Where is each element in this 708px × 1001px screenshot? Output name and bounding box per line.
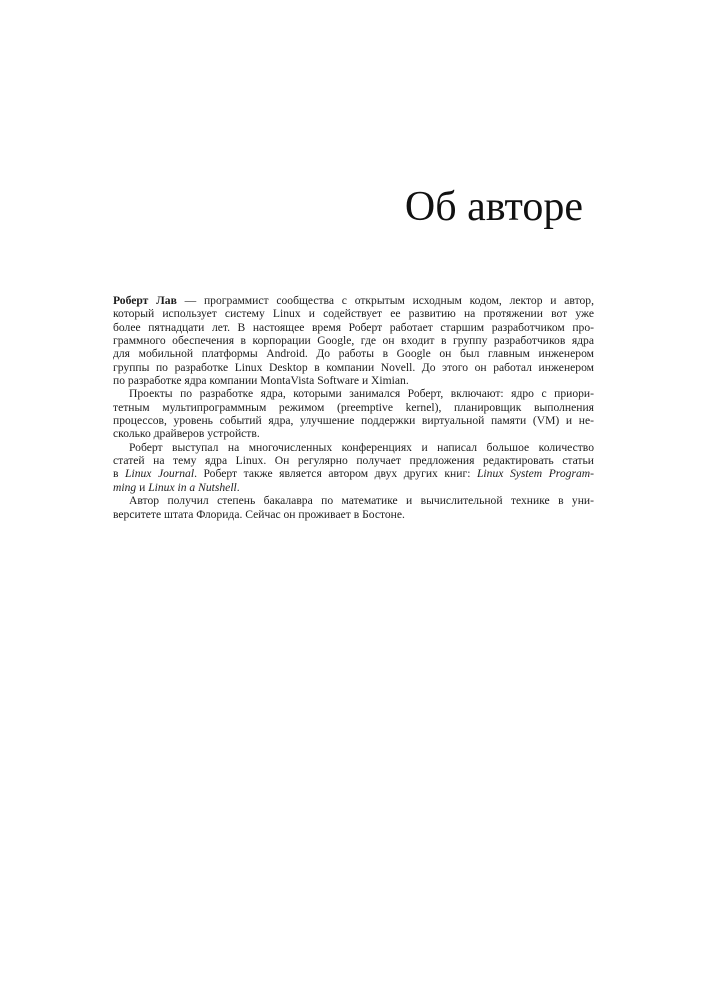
text-line [113,494,594,507]
text-run: Автор получил степень бакалавра по математике и вычислительной технике в уни- [129,494,594,508]
text-run: Проекты по разработке ядра, которыми занимался Роберт, включают: ядро с приори- [129,387,594,401]
text-line [113,401,594,414]
text-line [113,387,594,400]
text-line [113,294,594,307]
book-title: Linux System Program- [476,467,594,481]
text-line [113,414,594,427]
bio-paragraph [113,441,594,494]
text-line [113,307,594,320]
text-line [113,321,594,334]
bio-paragraph [113,494,594,521]
text-line [113,508,594,521]
text-line [113,361,594,374]
text-line [113,467,594,480]
book-title: Linux Journal [125,467,195,481]
author-name: Роберт Лав [113,294,177,307]
text-run: . Роберт также является автором двух других книг: [194,467,477,481]
author-bio [113,294,594,521]
bio-paragraph [113,294,594,387]
text-run: граммного обеспечения в корпорации Google, где он входит в группу разработчиков ядра [113,334,594,348]
text-line [113,374,594,387]
text-run: . [236,480,240,494]
text-run: — программист сообщества с открытым исходным кодом, лектор и автор, [176,294,594,307]
book-title: ming [113,480,137,494]
text-run: более пятнадцати лет. В настоящее время Роберт работает старшим разработчиком про- [113,320,594,334]
text-run: верситете штата Флорида. Сейчас он проживает в Бостоне. [113,507,405,521]
text-run: статей на тему ядра Linux. Он регулярно получает предложения редактировать статьи [113,454,594,468]
text-run: сколько драйверов устройств. [113,427,260,441]
text-line [113,427,594,440]
book-title: Linux in a Nutshell [148,480,237,494]
text-line [113,454,594,467]
text-run: тетным мультипрограммным режимом (preemptive kernel), планировщик выполнения [113,400,594,414]
text-run: для мобильной платформы Android. До работы в Google он был главным инженером [113,347,594,361]
text-line [113,481,594,494]
text-run: по разработке ядра компании MontaVista Software и Ximian. [113,374,409,388]
text-line [113,441,594,454]
text-line [113,347,594,360]
text-run: и [136,480,149,494]
text-run: в [113,467,126,481]
text-run: который использует систему Linux и содействует ее развитию на протяжении вот уже [113,307,594,321]
text-run: группы по разработке Linux Desktop в компании Novell. До этого он работал инженером [113,360,594,374]
text-line [113,334,594,347]
bio-paragraph [113,387,594,440]
page-title: Об авторе [404,184,583,230]
text-run: процессов, уровень событий ядра, улучшение поддержки виртуальной памяти (VM) и не- [113,414,594,428]
text-run: Роберт выступал на многочисленных конференциях и написал большое количество [129,440,594,454]
